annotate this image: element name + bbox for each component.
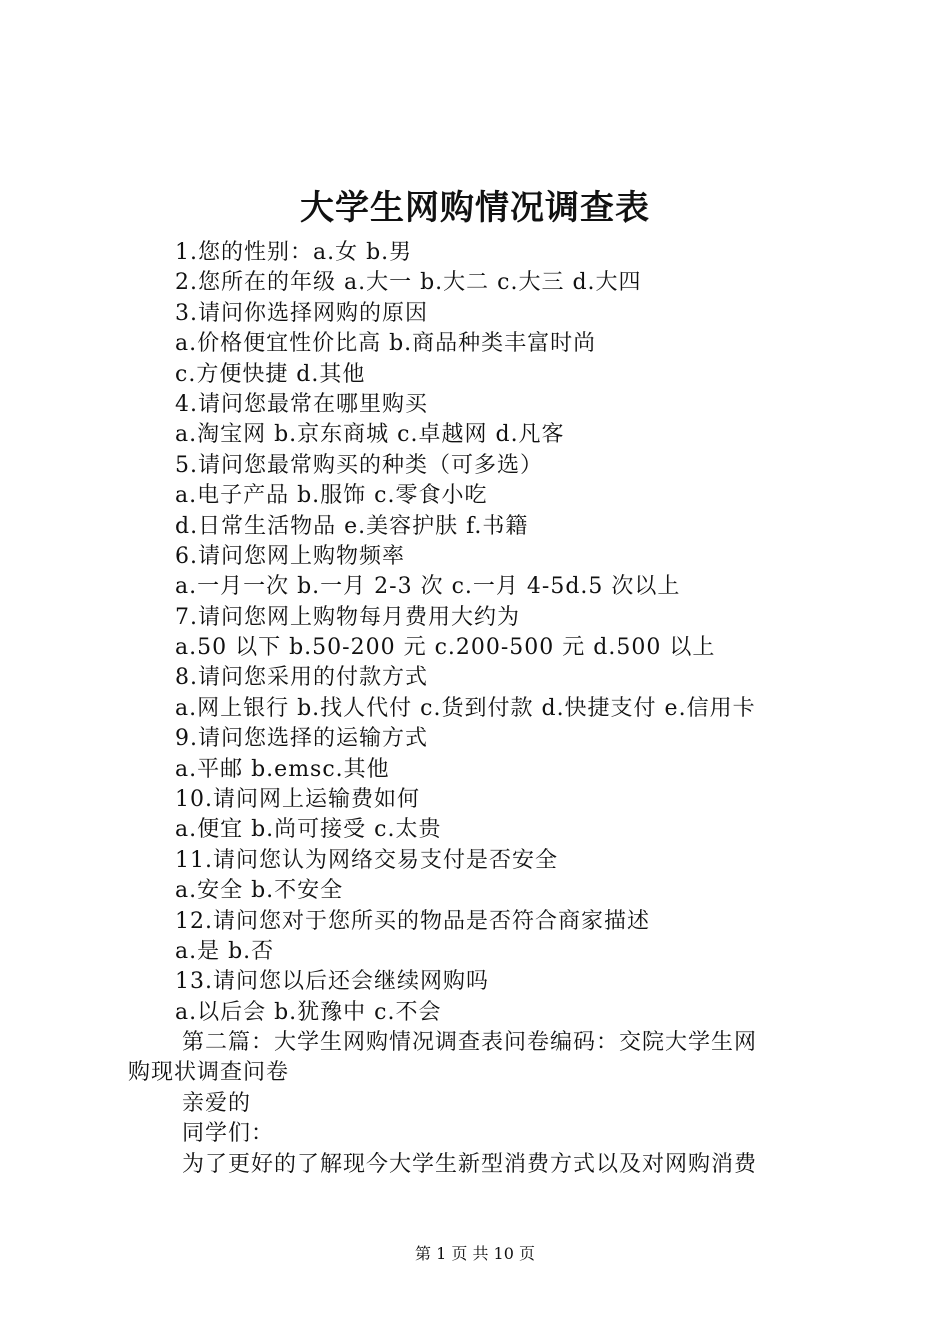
question-line: a.电子产品 b.服饰 c.零食小吃 xyxy=(175,483,488,509)
question-line: a.网上银行 b.找人代付 c.货到付款 d.快捷支付 e.信用卡 xyxy=(175,695,756,721)
intro-paragraph-line: 为了更好的了解现今大学生新型消费方式以及对网购消费 xyxy=(182,1151,758,1177)
question-line: 5.请问您最常购买的种类（可多选） xyxy=(175,452,543,478)
question-line: 1.您的性别：a.女 b.男 xyxy=(175,240,413,265)
question-line: 2.您所在的年级 a.大一 b.大二 c.大三 d.大四 xyxy=(175,270,642,296)
salutation-line: 同学们： xyxy=(182,1121,275,1147)
question-line: c.方便快捷 d.其他 xyxy=(175,361,366,387)
second-part-heading: 第二篇：大学生网购情况调查表问卷编码：交院大学生网 xyxy=(182,1030,758,1055)
question-line: a.价格便宜性价比高 b.商品种类丰富时尚 xyxy=(175,331,597,357)
question-line: 3.请问你选择网购的原因 xyxy=(175,300,428,326)
question-line: a.安全 b.不安全 xyxy=(175,878,344,904)
second-part-heading-continued: 购现状调查问卷 xyxy=(128,1060,290,1086)
question-line: a.50 以下 b.50-200 元 c.200-500 元 d.500 以上 xyxy=(175,635,716,661)
question-line: 12.请问您对于您所买的物品是否符合商家描述 xyxy=(175,908,650,934)
page-footer: 第 1 页 共 10 页 xyxy=(415,1244,535,1263)
question-line: a.便宜 b.尚可接受 c.太贵 xyxy=(175,817,442,843)
question-line: a.是 b.否 xyxy=(175,938,275,964)
question-line: a.淘宝网 b.京东商城 c.卓越网 d.凡客 xyxy=(175,422,565,448)
question-line: 4.请问您最常在哪里购买 xyxy=(175,391,428,417)
salutation-line: 亲爱的 xyxy=(182,1090,252,1116)
survey-questions xyxy=(175,238,855,1028)
question-line: 7.请问您网上购物每月费用大约为 xyxy=(175,604,520,630)
question-line: 8.请问您采用的付款方式 xyxy=(175,665,428,691)
question-line: a.一月一次 b.一月 2-3 次 c.一月 4-5d.5 次以上 xyxy=(175,574,681,600)
question-line: 10.请问网上运输费如何 xyxy=(175,787,420,813)
question-line: d.日常生活物品 e.美容护肤 f.书籍 xyxy=(175,513,529,539)
question-line: a.平邮 b.emsc.其他 xyxy=(175,756,390,782)
question-line: 6.请问您网上购物频率 xyxy=(175,543,405,569)
question-line: 11.请问您认为网络交易支付是否安全 xyxy=(175,847,558,873)
question-line: 9.请问您选择的运输方式 xyxy=(175,726,428,752)
question-line: 13.请问您以后还会继续网购吗 xyxy=(175,969,489,995)
second-part xyxy=(128,1028,838,1180)
document-title: 大学生网购情况调查表 xyxy=(300,188,650,228)
question-line: a.以后会 b.犹豫中 c.不会 xyxy=(175,999,442,1025)
